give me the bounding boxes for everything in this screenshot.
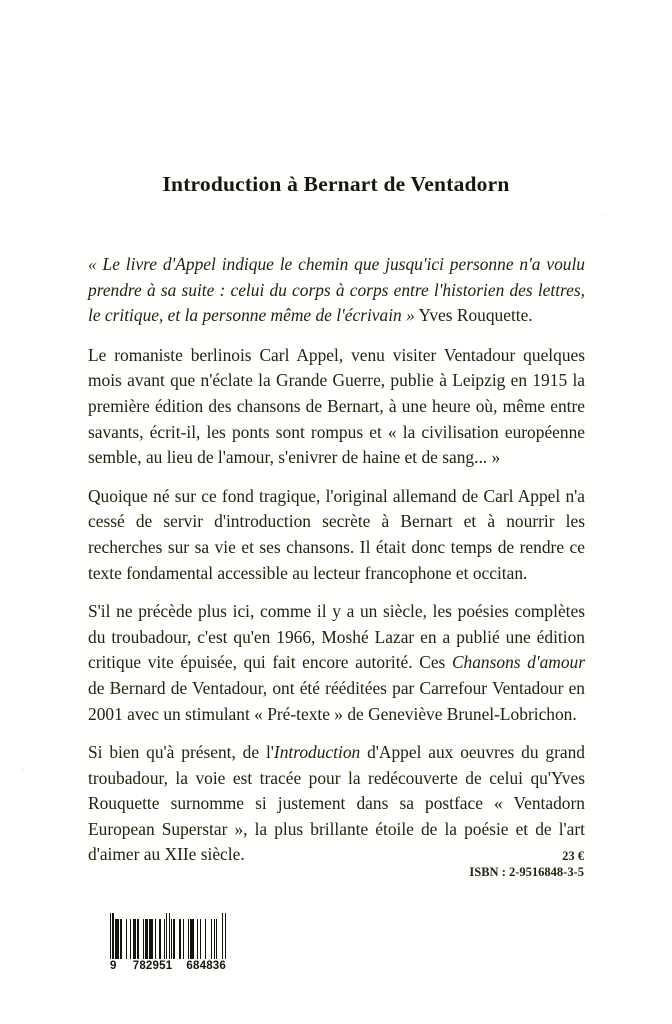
price-label: 23 € [562,849,584,863]
barcode-digits [110,960,226,972]
paragraph-lazar-carrefour [88,599,585,727]
barcode-right-group: 684836 [186,960,226,972]
title-chansons-damour: Chansons d'amour [451,652,585,673]
colophon [469,848,584,880]
barcode-lead-digit: 9 [110,960,117,972]
paper-speckle [21,768,24,771]
page-title: Introduction à Bernart de Ventadorn [162,172,510,197]
barcode-left-group: 782951 [132,960,173,972]
lazar-text-part-1: S'il ne précède plus ici, comme il y a un siècle, les poésies complètes du troubadour, c'est qu'en 1966, Moshé Lazar en a publié une édition critique vite épuisée, qui fait encore autorité. Ces [88,601,585,673]
barcode [110,913,226,972]
blurb-text-column [88,252,585,868]
paragraph-appel-1915: Le romaniste berlinois Carl Appel, venu visiter Ventadour quelques mois avant que n'éclate la Grande Guerre, publie à Leipzig en 1915 la première édition des chansons de Bernart, à une heure où, même entre savants, écrit-il, les ponts sont rompus et « la civilisation européenne semble, au lieu de l'amour, s'enivrer de haine et de sang... » [88,344,585,468]
barcode-bar [225,913,226,959]
lazar-text-part-2: de Bernard de Ventadour, ont été rééditées par Carrefour Ventadour en 2001 avec un stimulant « Pré-texte » de Geneviève Brunel-Lobrichon. [88,677,585,724]
paper-speckle [604,214,606,216]
paragraph-original-allemand: Quoique né sur ce fond tragique, l'original allemand de Carl Appel n'a cessé de servir d'introduction secrète à Bernart et à nourrir les recherches sur sa vie et ses chansons. Il était donc temps de rendre ce texte fondamental accessible au lecteur francophone et occitan. [88,485,585,583]
voie-text-part-2: d'Appel aux oeuvres du grand troubadour, la voie est tracée pour la redécouverte de celui qu'Yves Rouquette surnomme si justement dans sa postface « Ventadorn European Superstar », la plus brillante étoile de la poésie et de l'art d'aimer au XIIe siècle. [88,742,585,865]
epigraph-quote: « Le livre d'Appel indique le chemin que jusqu'ici personne n'a voulu prendre à sa suite : celui du corps à corps entre l'historien des lettres, le critique, et la personne même de l'écrivain » [88,254,585,326]
voie-text-part-1: Si bien qu'à présent, de l' [88,742,274,763]
isbn-label: ISBN : 2-9516848-3-5 [469,865,584,879]
epigraph-attribution: Yves Rouquette. [414,305,533,326]
barcode-bars [110,913,226,959]
paragraph-epigraph [88,252,585,329]
title-introduction: Introduction [273,742,361,763]
